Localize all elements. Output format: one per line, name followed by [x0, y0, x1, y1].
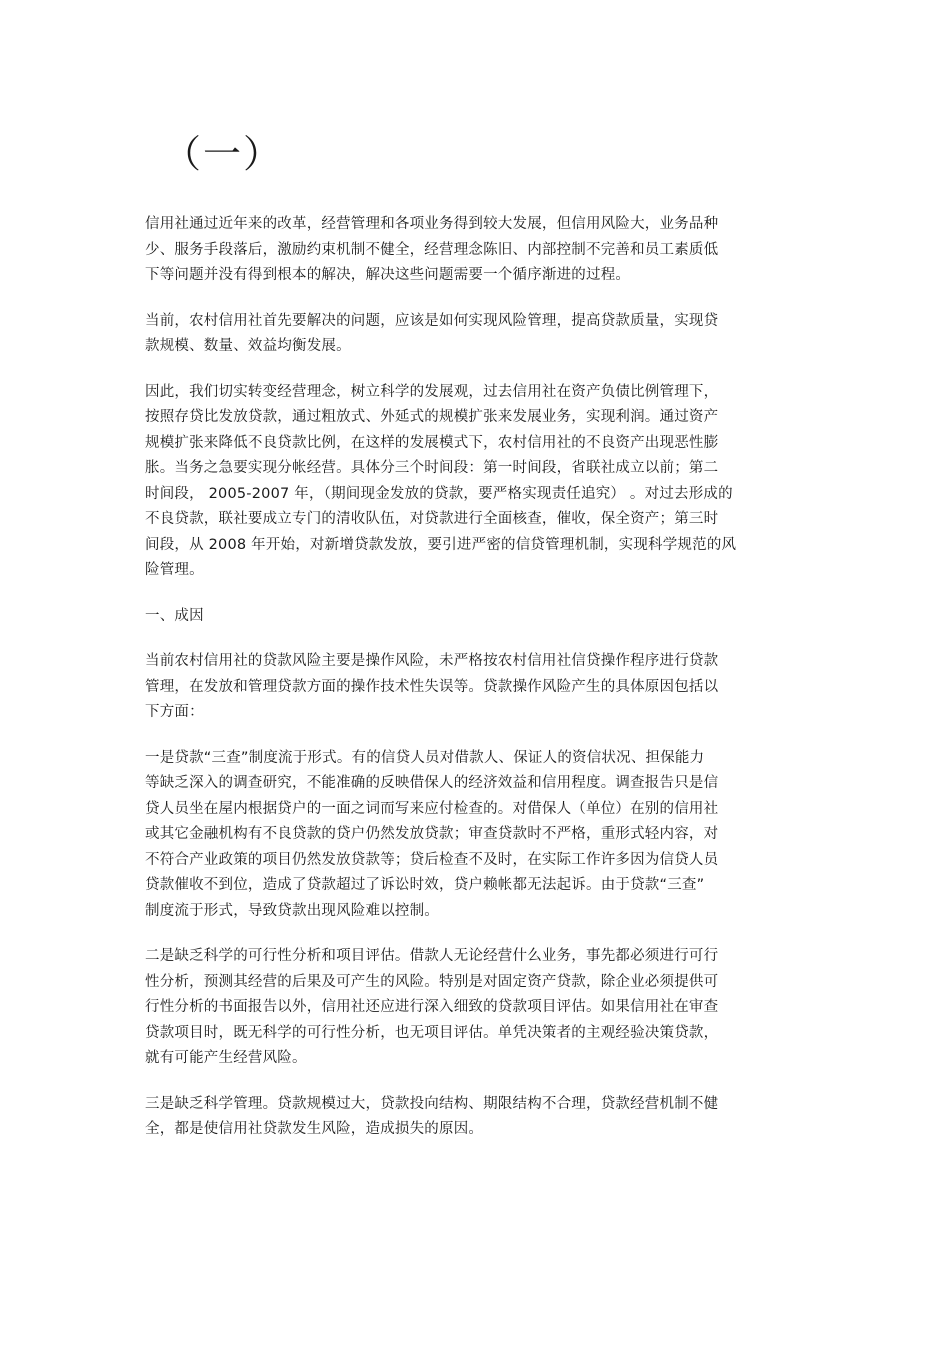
text-line: 或其它金融机构有不良贷款的贷户仍然发放贷款；审查贷款时不严格，重形式轻内容，对: [145, 826, 719, 842]
text-line: 贷款项目时，既无科学的可行性分析，也无项目评估。单凭决策者的主观经验决策贷款，: [145, 1024, 719, 1041]
text-line: 就有可能产生经营风险。: [145, 1050, 307, 1066]
text-line: 规模扩张来降低不良贷款比例，在这样的发展模式下，农村信用社的不良资产出现恶性膨: [145, 434, 719, 451]
text-line: 少、服务手段落后，激励约束机制不健全，经营理念陈旧、内部控制不完善和员工素质低: [145, 241, 719, 258]
text-line: 性分析，预测其经营的后果及可产生的风险。特别是对固定资产贷款，除企业必须提供可: [145, 973, 719, 990]
text-line: 一、成因: [145, 607, 204, 624]
text-line: 因此，我们切实转变经营理念，树立科学的发展观，过去信用社在资产负债比例管理下，: [145, 383, 719, 400]
section-heading: （一）: [163, 132, 284, 176]
text-line: 下等问题并没有得到根本的解决，解决这些问题需要一个循序渐进的过程。: [145, 267, 631, 283]
paragraph: [145, 309, 785, 360]
text-line: 间段，从 2008 年开始，对新增贷款发放，要引进严密的信贷管理机制，实现科学规范的风: [145, 536, 737, 553]
text-line: 全，都是使信用社贷款发生风险，造成损失的原因。: [145, 1121, 484, 1137]
paragraph: [145, 746, 785, 925]
text-line: 三是缺乏科学管理。贷款规模过大，贷款投向结构、期限结构不合理，贷款经营机制不健: [145, 1095, 719, 1112]
text-line: 按照存贷比发放贷款，通过粗放式、外延式的规模扩张来发展业务，实现利润。通过资产: [145, 409, 719, 425]
text-line: 贷人员坐在屋内根据贷户的一面之词而写来应付检查的。对借保人（单位）在别的信用社: [145, 800, 719, 817]
text-line: 险管理。: [145, 562, 204, 578]
paragraph: [145, 380, 785, 584]
text-line: 制度流于形式，导致贷款出现风险难以控制。: [145, 902, 439, 919]
document-body: [145, 212, 785, 1163]
text-line: 一是贷款“三查”制度流于形式。有的信贷人员对借款人、保证人的资信状况、担保能力: [145, 749, 705, 766]
paragraph: [145, 604, 785, 630]
text-line: 当前，农村信用社首先要解决的问题，应该是如何实现风险管理，提高贷款质量，实现贷: [145, 312, 719, 329]
paragraph: [145, 1092, 785, 1143]
text-line: 当前农村信用社的贷款风险主要是操作风险，未严格按农村信用社信贷操作程序进行贷款: [145, 653, 719, 669]
text-line: 贷款催收不到位，造成了贷款超过了诉讼时效，贷户赖帐都无法起诉。由于贷款“三查”: [145, 877, 705, 893]
paragraph: [145, 212, 785, 289]
text-line: 下方面：: [145, 704, 204, 720]
text-line: 二是缺乏科学的可行性分析和项目评估。借款人无论经营什么业务，事先都必须进行可行: [145, 948, 719, 964]
text-line: 款规模、数量、效益均衡发展。: [145, 338, 351, 354]
text-line: 胀。当务之急要实现分帐经营。具体分三个时间段：第一时间段，省联社成立以前；第二: [145, 460, 719, 476]
text-line: 不良贷款，联社要成立专门的清收队伍，对贷款进行全面核查，催收，保全资产；第三时: [145, 511, 719, 527]
paragraph: [145, 649, 785, 726]
text-line: 不符合产业政策的项目仍然发放贷款等；贷后检查不及时，在实际工作许多因为信贷人员: [145, 851, 719, 868]
paragraph: [145, 944, 785, 1072]
text-line: 时间段， 2005-2007 年，（期间现金发放的贷款，要严格实现责任追究） 。对过去形成的: [145, 485, 733, 502]
text-line: 信用社通过近年来的改革，经营管理和各项业务得到较大发展，但信用风险大，业务品种: [145, 216, 719, 232]
text-line: 管理，在发放和管理贷款方面的操作技术性失误等。贷款操作风险产生的具体原因包括以: [145, 678, 719, 695]
text-line: 行性分析的书面报告以外，信用社还应进行深入细致的贷款项目评估。如果信用社在审查: [145, 999, 719, 1015]
text-line: 等缺乏深入的调查研究，不能准确的反映借保人的经济效益和信用程度。调查报告只是信: [145, 775, 719, 791]
